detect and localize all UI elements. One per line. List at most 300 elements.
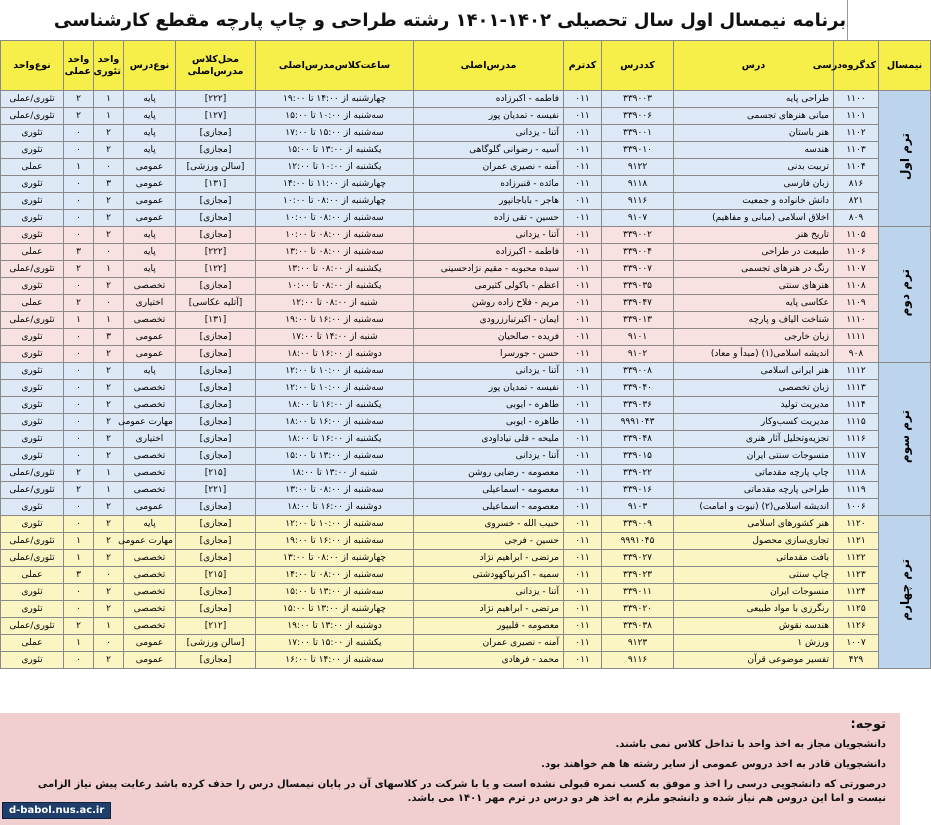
table-row [1,329,931,346]
practical-units-cell: ۰ [64,125,94,142]
course-type-cell: تخصصی [124,567,176,584]
course-name-cell: تاریخ هنر [674,227,834,244]
course-type-cell: تخصصی [124,397,176,414]
course-code-cell: ۹۱۲۲ [602,159,674,176]
practical-units-cell: ۰ [64,278,94,295]
unit-type-cell: تئوری [1,584,64,601]
term-code-cell: ۰۱۱ [564,244,602,261]
class-time-cell: سه‌شنبه از ۱۶:۰۰ تا ۱۹:۰۰ [256,533,414,550]
term-code-cell: ۰۱۱ [564,652,602,669]
unit-type-cell: تئوری/عملی [1,618,64,635]
course-name-cell: مبانی هنرهای تجسمی [674,108,834,125]
theory-units-cell: ۱ [94,465,124,482]
instructor-cell: آتنا - یزدانی [414,125,564,142]
instructor-cell: حسین - تقی زاده [414,210,564,227]
term-code-cell: ۰۱۱ [564,397,602,414]
course-group-code-cell: ۱۱۱۹ [834,482,879,499]
course-name-cell: بافت مقدماتی [674,550,834,567]
practical-units-cell: ۳ [64,244,94,261]
header-cell: درس [674,41,834,91]
course-code-cell: ۳۳۹۰۰۲ [602,227,674,244]
course-type-cell: تخصصی [124,278,176,295]
course-name-cell: منسوجات سنتی ایران [674,448,834,465]
class-location-cell: [۱۲۲] [176,261,256,278]
theory-units-cell: ۰ [94,567,124,584]
unit-type-cell: تئوری [1,516,64,533]
course-type-cell: پایه [124,516,176,533]
course-code-cell: ۳۳۹۰۱۰ [602,142,674,159]
course-type-cell: اختیاری [124,431,176,448]
theory-units-cell: ۲ [94,193,124,210]
course-type-cell: اختیاری [124,295,176,312]
theory-units-cell: ۲ [94,346,124,363]
course-group-code-cell: ۱۱۰۸ [834,278,879,295]
term-code-cell: ۰۱۱ [564,108,602,125]
class-time-cell: شنبه از ۰۸:۰۰ تا ۱۲:۰۰ [256,295,414,312]
class-location-cell: [مجازی] [176,329,256,346]
course-name-cell: هندسه نقوش [674,618,834,635]
course-group-code-cell: ۱۱۱۴ [834,397,879,414]
course-code-cell: ۳۳۹۰۰۱ [602,125,674,142]
practical-units-cell: ۰ [64,448,94,465]
unit-type-cell: عملی [1,159,64,176]
course-group-code-cell: ۱۰۰۶ [834,499,879,516]
header-cell: نوع‌واحد [1,41,64,91]
class-location-cell: [سالن ورزشی] [176,635,256,652]
course-type-cell: پایه [124,363,176,380]
table-row [1,312,931,329]
term-code-cell: ۰۱۱ [564,142,602,159]
course-group-code-cell: ۱۱۱۵ [834,414,879,431]
course-code-cell: ۹۱۰۱ [602,329,674,346]
course-type-cell: مهارت عمومی [124,414,176,431]
table-row [1,227,931,244]
theory-units-cell: ۰ [94,635,124,652]
practical-units-cell: ۰ [64,516,94,533]
theory-units-cell: ۲ [94,601,124,618]
class-location-cell: [مجازی] [176,397,256,414]
theory-units-cell: ۰ [94,244,124,261]
unit-type-cell: تئوری/عملی [1,108,64,125]
instructor-cell: فریده - صالحیان [414,329,564,346]
practical-units-cell: ۰ [64,176,94,193]
notes-panel [0,713,900,825]
course-type-cell: عمومی [124,346,176,363]
term-code-cell: ۰۱۱ [564,380,602,397]
term-code-cell: ۰۱۱ [564,363,602,380]
unit-type-cell: تئوری [1,125,64,142]
theory-units-cell: ۲ [94,363,124,380]
class-time-cell: سه‌شنبه از ۱۳:۰۰ تا ۱۵:۰۰ [256,584,414,601]
class-time-cell: یکشنبه از ۱۶:۰۰ تا ۱۸:۰۰ [256,431,414,448]
unit-type-cell: تئوری [1,448,64,465]
theory-units-cell: ۰ [94,295,124,312]
practical-units-cell: ۲ [64,618,94,635]
instructor-cell: سمیه - اکبرنیاکهودشتی [414,567,564,584]
instructor-cell: نفیسه - تمدیان پور [414,380,564,397]
course-group-code-cell: ۱۱۲۱ [834,533,879,550]
class-location-cell: [۱۲۷] [176,108,256,125]
unit-type-cell: تئوری [1,601,64,618]
table-row [1,278,931,295]
class-time-cell: دوشنبه از ۱۶:۰۰ تا ۱۸:۰۰ [256,346,414,363]
practical-units-cell: ۰ [64,227,94,244]
course-name-cell: تربیت بدنی [674,159,834,176]
theory-units-cell: ۲ [94,414,124,431]
term-code-cell: ۰۱۱ [564,499,602,516]
class-location-cell: [سالن ورزشی] [176,159,256,176]
course-type-cell: پایه [124,261,176,278]
class-time-cell: سه‌شنبه از ۱۶:۰۰ تا ۱۸:۰۰ [256,414,414,431]
class-location-cell: [مجازی] [176,193,256,210]
table-row [1,533,931,550]
term-code-cell: ۰۱۱ [564,193,602,210]
unit-type-cell: تئوری/عملی [1,533,64,550]
table-row [1,210,931,227]
course-code-cell: ۳۳۹۰۰۹ [602,516,674,533]
practical-units-cell: ۲ [64,91,94,108]
course-group-code-cell: ۱۱۲۳ [834,567,879,584]
course-type-cell: پایه [124,125,176,142]
term-code-cell: ۰۱۱ [564,210,602,227]
instructor-cell: نفیسه - تمدیان پور [414,108,564,125]
course-group-code-cell: ۸۲۱ [834,193,879,210]
table-row [1,142,931,159]
class-location-cell: [مجازی] [176,142,256,159]
term-label-text: ترم سوم [897,410,912,464]
term-label-text: ترم اول [897,133,912,180]
instructor-cell: طاهره - ایوبی [414,414,564,431]
instructor-cell: هاجر - باباجانپور [414,193,564,210]
header-cell: کددرس [602,41,674,91]
course-name-cell: رنگرزی با مواد طبیعی [674,601,834,618]
unit-type-cell: عملی [1,244,64,261]
header-cell: نوع‌درس [124,41,176,91]
class-time-cell: شنبه از ۱۳:۰۰ تا ۱۸:۰۰ [256,465,414,482]
theory-units-cell: ۲ [94,125,124,142]
instructor-cell: ملیحه - قلی نیاداودی [414,431,564,448]
course-code-cell: ۳۳۹۰۴۰ [602,380,674,397]
class-time-cell: سه‌شنبه از ۱۴:۰۰ تا ۱۶:۰۰ [256,652,414,669]
class-location-cell: [مجازی] [176,533,256,550]
course-type-cell: پایه [124,227,176,244]
course-name-cell: تفسیر موضوعی قرآن [674,652,834,669]
class-location-cell: [مجازی] [176,584,256,601]
term-code-cell: ۰۱۱ [564,159,602,176]
unit-type-cell: تئوری/عملی [1,312,64,329]
table-row [1,397,931,414]
class-location-cell: [مجازی] [176,499,256,516]
unit-type-cell: تئوری [1,652,64,669]
course-code-cell: ۹۱۱۶ [602,652,674,669]
class-time-cell: سه‌شنبه از ۰۸:۰۰ تا ۱۳:۰۰ [256,482,414,499]
instructor-cell: ایمان - اکبرتبارزرودی [414,312,564,329]
class-location-cell: [مجازی] [176,380,256,397]
unit-type-cell: تئوری [1,193,64,210]
course-code-cell: ۳۳۹۰۱۱ [602,584,674,601]
instructor-cell: حبیب الله - خسروی [414,516,564,533]
instructor-cell: معصومه - رضایی روشن [414,465,564,482]
term-code-cell: ۰۱۱ [564,176,602,193]
class-time-cell: یکشنبه از ۱۰:۰۰ تا ۱۲:۰۰ [256,159,414,176]
theory-units-cell: ۲ [94,550,124,567]
course-group-code-cell: ۴۲۹ [834,652,879,669]
theory-units-cell: ۳ [94,329,124,346]
class-time-cell: سه‌شنبه از ۰۸:۰۰ تا ۱۰:۰۰ [256,227,414,244]
practical-units-cell: ۱ [64,312,94,329]
course-code-cell: ۳۳۹۰۲۲ [602,465,674,482]
instructor-cell: معصومه - اسماعیلی [414,499,564,516]
header-cell: واحد عملی [64,41,94,91]
practical-units-cell: ۰ [64,499,94,516]
table-row [1,652,931,669]
term-code-cell: ۰۱۱ [564,482,602,499]
course-name-cell: منسوجات ایران [674,584,834,601]
course-name-cell: چاپ پارچه مقدماتی [674,465,834,482]
theory-units-cell: ۲ [94,431,124,448]
course-code-cell: ۹۹۹۱۰۴۵ [602,533,674,550]
class-time-cell: یکشنبه از ۱۳:۰۰ تا ۱۵:۰۰ [256,142,414,159]
course-group-code-cell: ۱۱۰۵ [834,227,879,244]
table-row [1,159,931,176]
course-group-code-cell: ۱۱۲۴ [834,584,879,601]
class-location-cell: [مجازی] [176,125,256,142]
course-group-code-cell: ۱۱۱۱ [834,329,879,346]
class-time-cell: سه‌شنبه از ۱۵:۰۰ تا ۱۷:۰۰ [256,125,414,142]
class-time-cell: دوشنبه از ۱۶:۰۰ تا ۱۸:۰۰ [256,499,414,516]
theory-units-cell: ۲ [94,397,124,414]
note-line: دانشجویان قادر به اخذ دروس عمومی از سایر رشته ها هم خواهند بود. [541,759,886,770]
course-code-cell: ۳۳۹۰۳۶ [602,397,674,414]
unit-type-cell: تئوری [1,499,64,516]
course-type-cell: پایه [124,108,176,125]
course-code-cell: ۳۳۹۰۳۵ [602,278,674,295]
course-name-cell: طبیعت در طراحی [674,244,834,261]
course-type-cell: تخصصی [124,312,176,329]
page-title: برنامه نیمسال اول سال تحصیلی ۱۴۰۲-۱۴۰۱ رشته طراحی و چاپ پارچه مقطع کارشناسی [0,0,900,41]
table-row [1,601,931,618]
course-code-cell: ۳۳۹۰۰۸ [602,363,674,380]
course-group-code-cell: ۱۱۲۵ [834,601,879,618]
term-code-cell: ۰۱۱ [564,91,602,108]
instructor-cell: سیده محبوبه - مقیم نژادحسینی [414,261,564,278]
theory-units-cell: ۱ [94,482,124,499]
table-row [1,584,931,601]
term-label-text: ترم دوم [897,268,912,317]
class-location-cell: [۲۲۲] [176,91,256,108]
term-code-cell: ۰۱۱ [564,295,602,312]
table-row [1,567,931,584]
table-row [1,499,931,516]
course-type-cell: عمومی [124,499,176,516]
class-location-cell: [مجازی] [176,448,256,465]
class-location-cell: [۲۲۲] [176,244,256,261]
table-row [1,482,931,499]
course-type-cell: تخصصی [124,618,176,635]
unit-type-cell: تئوری [1,363,64,380]
instructor-cell: آتنا - یزدانی [414,227,564,244]
instructor-cell: حسن - جورسرا [414,346,564,363]
table-row [1,618,931,635]
class-time-cell: سه‌شنبه از ۰۸:۰۰ تا ۱۴:۰۰ [256,567,414,584]
header-cell: ساعت‌کلاس‌مدرس‌اصلی [256,41,414,91]
term-code-cell: ۰۱۱ [564,601,602,618]
class-location-cell: [۲۱۲] [176,618,256,635]
term-code-cell: ۰۱۱ [564,278,602,295]
theory-units-cell: ۲ [94,142,124,159]
course-group-code-cell: ۱۱۱۸ [834,465,879,482]
course-name-cell: اندیشه اسلامی(۱) (مبدأ و معاد) [674,346,834,363]
table-row [1,431,931,448]
course-name-cell: هندسه [674,142,834,159]
unit-type-cell: تئوری [1,176,64,193]
term-code-cell: ۰۱۱ [564,414,602,431]
theory-units-cell: ۱ [94,312,124,329]
course-type-cell: تخصصی [124,550,176,567]
title-side-cell [847,0,900,40]
course-group-code-cell: ۱۱۱۳ [834,380,879,397]
practical-units-cell: ۰ [64,414,94,431]
course-name-cell: هنرهای سنتی [674,278,834,295]
unit-type-cell: تئوری [1,414,64,431]
class-location-cell: [مجازی] [176,346,256,363]
unit-type-cell: تئوری [1,380,64,397]
practical-units-cell: ۲ [64,261,94,278]
theory-units-cell: ۱ [94,108,124,125]
instructor-cell: مائده - قنبرزاده [414,176,564,193]
class-time-cell: سه‌شنبه از ۱۳:۰۰ تا ۱۵:۰۰ [256,448,414,465]
class-location-cell: [مجازی] [176,550,256,567]
class-time-cell: سه‌شنبه از ۱۰:۰۰ تا ۱۵:۰۰ [256,108,414,125]
practical-units-cell: ۱ [64,533,94,550]
course-name-cell: طراحی پایه [674,91,834,108]
schedule-table [0,40,931,669]
course-code-cell: ۳۳۹۰۲۷ [602,550,674,567]
practical-units-cell: ۰ [64,601,94,618]
course-type-cell: تخصصی [124,601,176,618]
instructor-cell: مریم - فلاح زاده روشن [414,295,564,312]
course-code-cell: ۳۳۹۰۱۶ [602,482,674,499]
course-code-cell: ۳۳۹۰۲۳ [602,567,674,584]
term-label [879,363,931,516]
course-type-cell: عمومی [124,210,176,227]
header-row [1,41,931,91]
unit-type-cell: تئوری/عملی [1,482,64,499]
course-code-cell: ۳۳۹۰۱۵ [602,448,674,465]
course-name-cell: ورزش ۱ [674,635,834,652]
class-time-cell: چهارشنبه از ۱۳:۰۰ تا ۱۵:۰۰ [256,601,414,618]
class-time-cell: چهارشنبه از ۱۴:۰۰ تا ۱۹:۰۰ [256,91,414,108]
class-location-cell: [۱۳۱] [176,312,256,329]
course-name-cell: زبان تخصصی [674,380,834,397]
course-type-cell: پایه [124,91,176,108]
course-code-cell: ۳۳۹۰۰۳ [602,91,674,108]
course-group-code-cell: ۱۱۲۰ [834,516,879,533]
instructor-cell: آتنا - یزدانی [414,363,564,380]
class-location-cell: [آتلیه عکاسی] [176,295,256,312]
course-group-code-cell: ۱۱۰۱ [834,108,879,125]
class-time-cell: سه‌شنبه از ۱۰:۰۰ تا ۱۲:۰۰ [256,516,414,533]
course-group-code-cell: ۱۱۰۶ [834,244,879,261]
unit-type-cell: تئوری/عملی [1,261,64,278]
instructor-cell: آتنا - یزدانی [414,448,564,465]
term-code-cell: ۰۱۱ [564,567,602,584]
course-type-cell: عمومی [124,652,176,669]
theory-units-cell: ۲ [94,652,124,669]
unit-type-cell: تئوری [1,142,64,159]
term-code-cell: ۰۱۱ [564,227,602,244]
theory-units-cell: ۲ [94,516,124,533]
course-code-cell: ۳۳۹۰۱۳ [602,312,674,329]
theory-units-cell: ۲ [94,533,124,550]
course-name-cell: تجاری‌سازی محصول [674,533,834,550]
header-cell: نیمسال [879,41,931,91]
theory-units-cell: ۲ [94,380,124,397]
term-code-cell: ۰۱۱ [564,125,602,142]
course-group-code-cell: ۸۰۹ [834,210,879,227]
course-type-cell: عمومی [124,176,176,193]
course-type-cell: مهارت عمومی [124,533,176,550]
course-name-cell: تجزیه‌وتحلیل آثار هنری [674,431,834,448]
course-group-code-cell: ۸۱۶ [834,176,879,193]
instructor-cell: معصومه - اسماعیلی [414,482,564,499]
practical-units-cell: ۰ [64,397,94,414]
class-location-cell: [مجازی] [176,601,256,618]
course-code-cell: ۹۱۲۳ [602,635,674,652]
table-row [1,295,931,312]
unit-type-cell: تئوری [1,227,64,244]
theory-units-cell: ۲ [94,499,124,516]
table-row [1,91,931,108]
term-label [879,227,931,363]
class-location-cell: [مجازی] [176,652,256,669]
term-code-cell: ۰۱۱ [564,584,602,601]
class-location-cell: [مجازی] [176,516,256,533]
course-code-cell: ۹۱۱۸ [602,176,674,193]
table-row [1,380,931,397]
course-code-cell: ۳۳۹۰۰۶ [602,108,674,125]
course-group-code-cell: ۱۱۰۷ [834,261,879,278]
practical-units-cell: ۰ [64,193,94,210]
practical-units-cell: ۲ [64,108,94,125]
table-row [1,414,931,431]
table-row [1,193,931,210]
table-row [1,550,931,567]
class-location-cell: [۲۱۵] [176,465,256,482]
site-watermark[interactable]: d-babol.nus.ac.ir [2,802,111,819]
course-type-cell: تخصصی [124,448,176,465]
course-group-code-cell: ۱۱۰۹ [834,295,879,312]
class-time-cell: دوشنبه از ۱۳:۰۰ تا ۱۹:۰۰ [256,618,414,635]
class-location-cell: [مجازی] [176,278,256,295]
class-time-cell: سه‌شنبه از ۱۶:۰۰ تا ۱۹:۰۰ [256,312,414,329]
course-group-code-cell: ۱۱۰۴ [834,159,879,176]
instructor-cell: آمنه - نصیری عمران [414,159,564,176]
term-code-cell: ۰۱۱ [564,261,602,278]
course-name-cell: عکاسی پایه [674,295,834,312]
course-code-cell: ۳۳۹۰۴۸ [602,431,674,448]
theory-units-cell: ۲ [94,278,124,295]
course-group-code-cell: ۱۱۰۳ [834,142,879,159]
course-code-cell: ۹۱۰۳ [602,499,674,516]
unit-type-cell: عملی [1,635,64,652]
instructor-cell: آتنا - یزدانی [414,584,564,601]
unit-type-cell: تئوری [1,346,64,363]
class-time-cell: سه‌شنبه از ۰۸:۰۰ تا ۱۰:۰۰ [256,210,414,227]
term-code-cell: ۰۱۱ [564,618,602,635]
course-code-cell: ۳۳۹۰۰۷ [602,261,674,278]
unit-type-cell: تئوری [1,329,64,346]
